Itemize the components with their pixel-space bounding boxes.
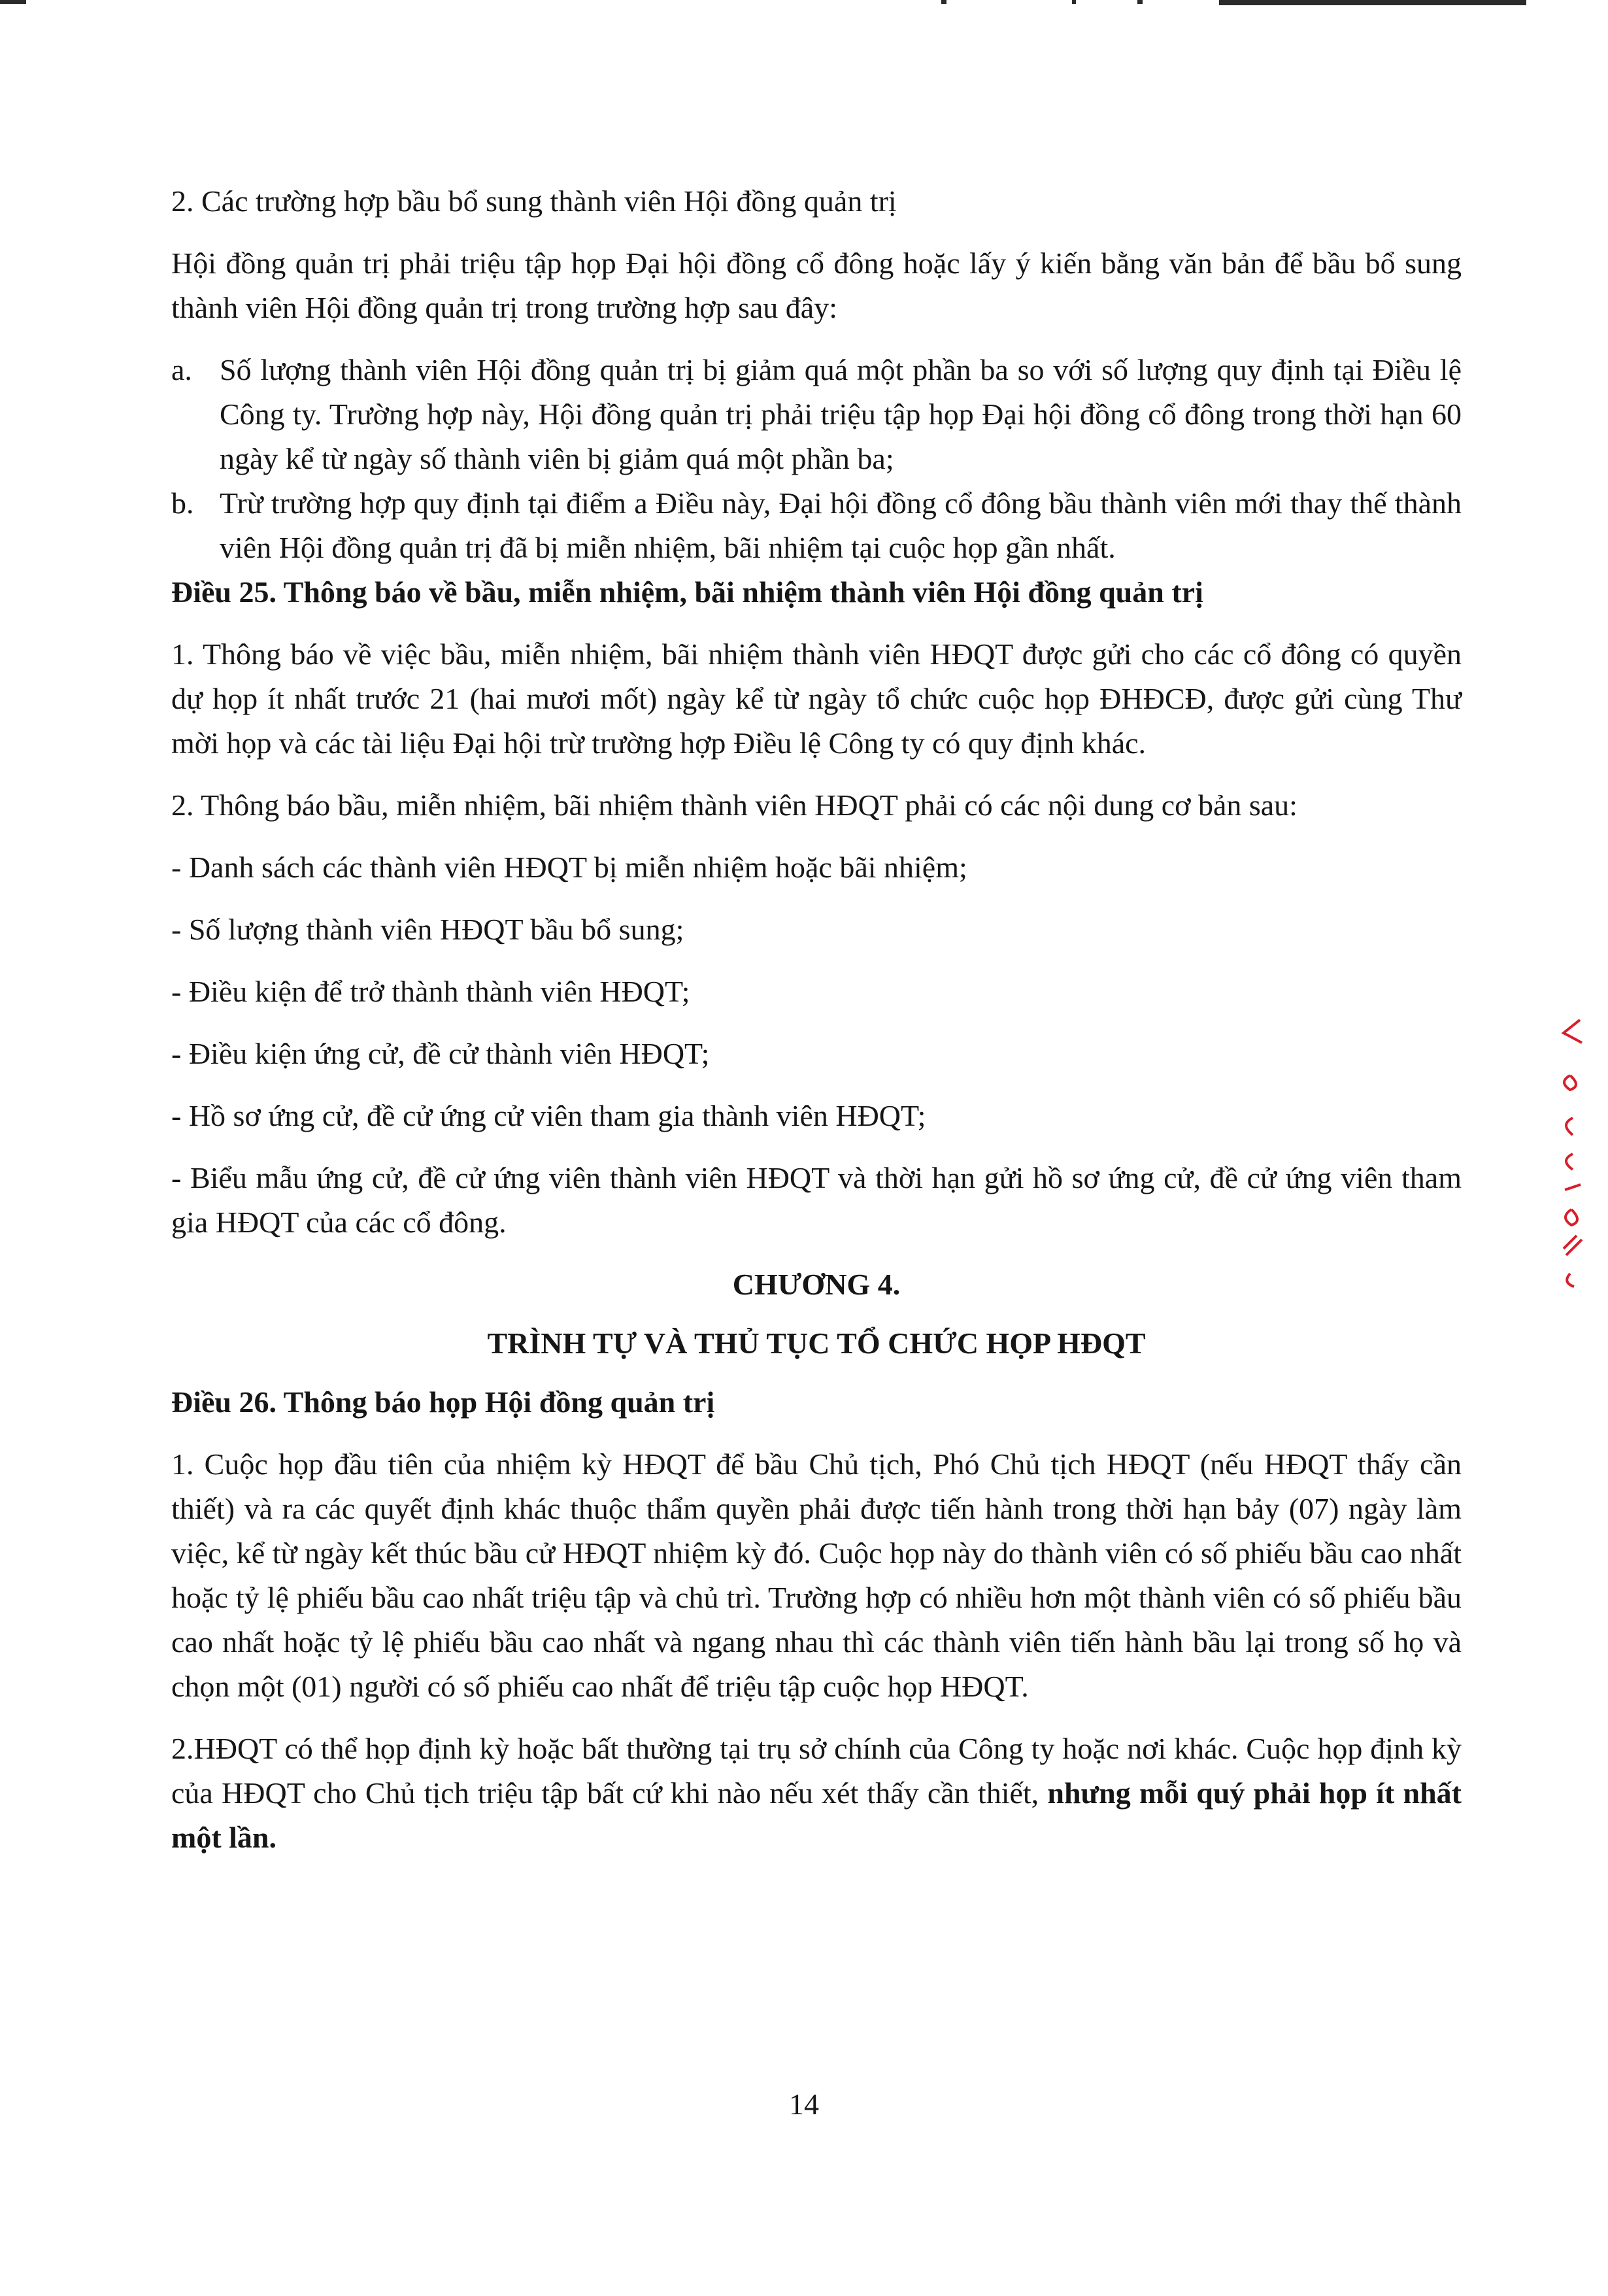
dash-list-item: - Số lượng thành viên HĐQT bầu bổ sung; [171, 913, 684, 946]
emphasis-text: nhưng mỗi quý phải họp ít nhất một lần. [171, 1776, 1462, 1854]
list-item-a [171, 348, 1462, 481]
list-label: a. [171, 353, 192, 386]
article-26-paragraph-2 [171, 1727, 1462, 1860]
edge-mark [0, 0, 26, 4]
dash-list-item: - Điều kiện để trở thành thành viên HĐQT; [171, 975, 690, 1008]
section-heading-2: 2. Các trường hợp bầu bổ sung thành viên Hội đồng quản trị [171, 184, 897, 218]
article-25-paragraph-1: 1. Thông báo về việc bầu, miễn nhiệm, bãi nhiệm thành viên HĐQT được gửi cho các cổ đông có quyền dự họp ít nhất trước 21 (hai mươi mốt) ngày kể từ ngày tổ chức cuộc họp ĐHĐCĐ, được gửi cùng Thư mời họp và các tài liệu Đại hội trừ trường hợp Điều lệ Công ty có quy định khác. [171, 637, 1462, 760]
list-text: Số lượng thành viên Hội đồng quản trị bị giảm quá một phần ba so với số lượng quy định tại Điều lệ Công ty. Trường hợp này, Hội đồng quản trị phải triệu tập họp Đại hội đồng cổ đông trong thời hạn 60 ngày kể từ ngày số thành viên bị giảm quá một phần ba; [220, 353, 1462, 475]
edge-mark [1219, 0, 1526, 5]
list-label: b. [171, 486, 194, 520]
scan-top-edge [0, 0, 1608, 7]
list-text: Trừ trường hợp quy định tại điểm a Điều này, Đại hội đồng cổ đông bầu thành viên mới thay thế thành viên Hội đồng quản trị đã bị miễn nhiệm, bãi nhiệm tại cuộc họp gần nhất. [220, 486, 1462, 564]
document-page [171, 179, 1462, 1860]
edge-mark [1137, 0, 1143, 4]
article-25-paragraph-2: 2. Thông báo bầu, miễn nhiệm, bãi nhiệm thành viên HĐQT phải có các nội dung cơ bản sau: [171, 788, 1298, 822]
paragraph-intro: Hội đồng quản trị phải triệu tập họp Đại hội đồng cổ đông hoặc lấy ý kiến bằng văn bản để bầu bổ sung thành viên Hội đồng quản trị trong trường hợp sau đây: [171, 246, 1462, 324]
dash-list-item: - Danh sách các thành viên HĐQT bị miễn nhiệm hoặc bãi nhiệm; [171, 851, 967, 884]
dash-list-item: - Biểu mẫu ứng cử, đề cử ứng viên thành viên HĐQT và thời hạn gửi hồ sơ ứng cử, đề cử ứng viên tham gia HĐQT của các cổ đông. [171, 1161, 1462, 1239]
article-25-title: Điều 25. Thông báo về bầu, miễn nhiệm, bãi nhiệm thành viên Hội đồng quản trị [171, 575, 1203, 609]
article-26-paragraph-1: 1. Cuộc họp đầu tiên của nhiệm kỳ HĐQT để bầu Chủ tịch, Phó Chủ tịch HĐQT (nếu HĐQT thấy cần thiết) và ra các quyết định khác thuộc thẩm quyền phải được tiến hành trong thời hạn bảy (07) ngày làm việc, kể từ ngày kết thúc bầu cử HĐQT nhiệm kỳ đó. Cuộc họp này do thành viên có số phiếu bầu cao nhất hoặc tỷ lệ phiếu bầu cao nhất triệu tập và chủ trì. Trường hợp có nhiều hơn một thành viên có số phiếu bầu cao nhất hoặc tỷ lệ phiếu bầu cao nhất và ngang nhau thì các thành viên tiến hành bầu lại trong số họ và chọn một (01) người có số phiếu cao nhất để triệu tập cuộc họp HĐQT. [171, 1447, 1462, 1703]
page-number: 14 [789, 2087, 819, 2121]
chapter-number: CHƯƠNG 4. [732, 1268, 901, 1301]
dash-list-item: - Hồ sơ ứng cử, đề cử ứng cử viên tham gia thành viên HĐQT; [171, 1099, 926, 1132]
chapter-title: TRÌNH TỰ VÀ THỦ TỤC TỔ CHỨC HỌP HĐQT [487, 1326, 1146, 1360]
list-item-b [171, 481, 1462, 570]
paragraph-text: 2.HĐQT có thể họp định kỳ hoặc bất thường tại trụ sở chính của Công ty hoặc nơi khác. Cuộc họp định kỳ của HĐQT cho Chủ tịch triệu tập bất cứ khi nào nếu xét thấy cần thiết, [171, 1732, 1462, 1810]
edge-mark [1072, 0, 1076, 4]
dash-list-item: - Điều kiện ứng cử, đề cử thành viên HĐQT; [171, 1037, 710, 1070]
edge-mark [941, 0, 946, 4]
article-26-title: Điều 26. Thông báo họp Hội đồng quản trị [171, 1385, 715, 1419]
red-seal-fragment [1544, 1013, 1590, 1301]
